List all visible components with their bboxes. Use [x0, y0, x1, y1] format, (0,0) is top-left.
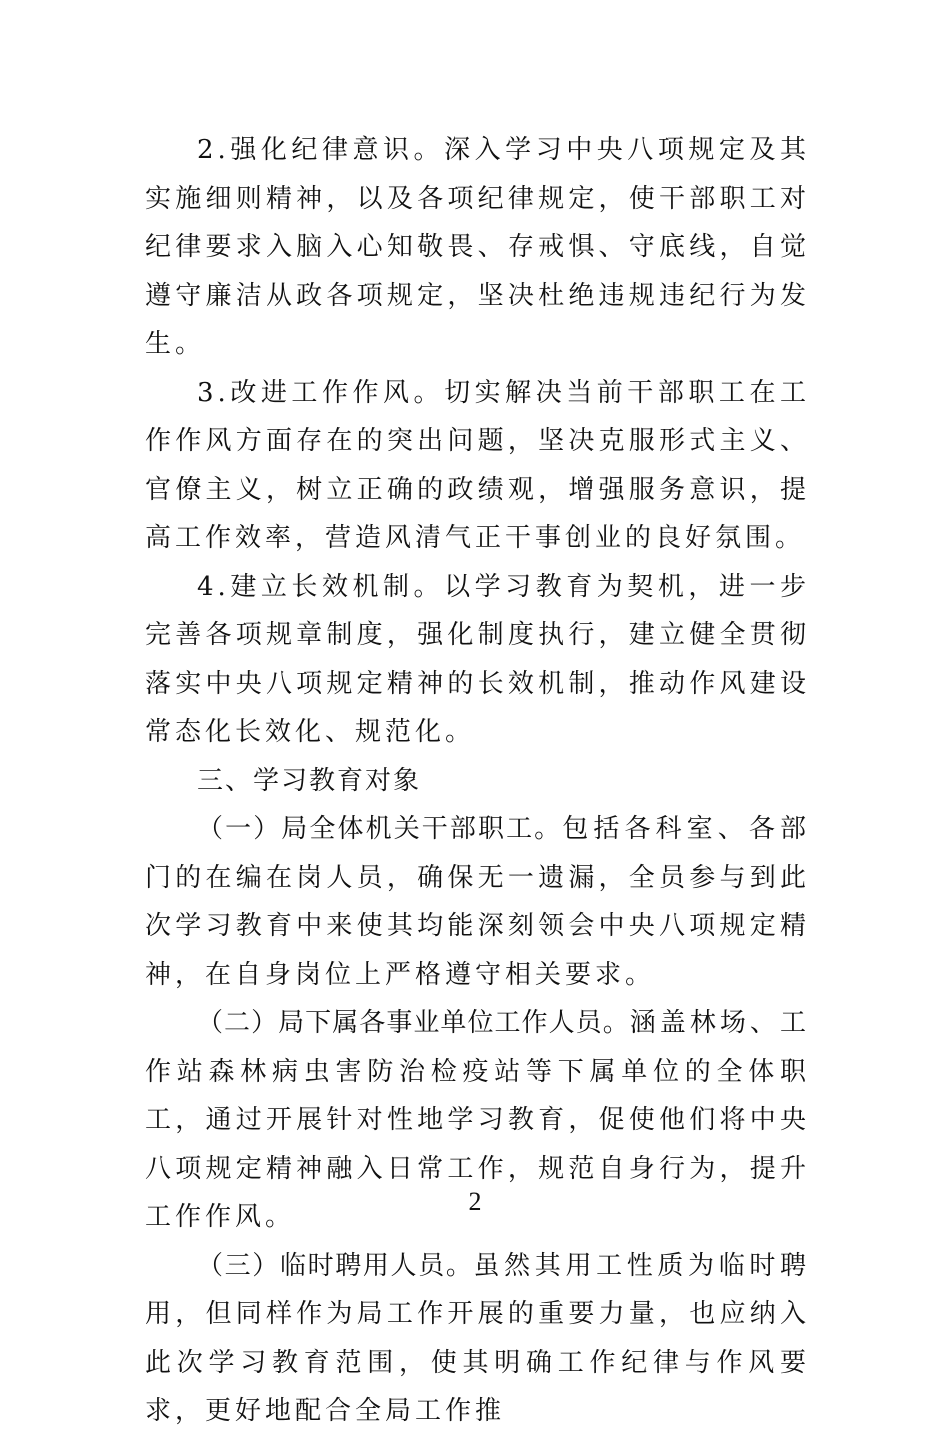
document-body	[145, 126, 810, 1436]
paragraph-long-term-mechanism	[145, 563, 810, 757]
paragraph-lead: 2.强化纪律意识。	[197, 135, 445, 165]
subsection-lead: （三）临时聘用人员。	[197, 1250, 474, 1281]
subsection-lead: （一）局全体机关干部职工。	[197, 814, 563, 844]
paragraph-lead: 3.改进工作作风。	[197, 377, 445, 408]
paragraph-body: 以学习教育为契机，进一步完善各项规章制度，强化制度执行，建立健全贯彻落实中央八项规定精神的长效机制，推动作风建设常态化长效化、规范化。	[145, 571, 810, 747]
subsection-body: 涵盖林场、工作站森林病虫害防治检疫站等下属单位的全体职工，通过开展针对性地学习教育，促使他们将中央八项规定精神融入日常工作，规范自身行为，提升工作作风。	[145, 1008, 810, 1232]
paragraph-lead: 4.建立长效机制。	[197, 571, 445, 602]
subsection-body: 虽然其用工性质为临时聘用，但同样作为局工作开展的重要力量，也应纳入此次学习教育范围，使其明确工作纪律与作风要求，更好地配合全局工作推	[145, 1250, 810, 1426]
page-number: 2	[468, 1187, 482, 1216]
subsection-body: 包括各科室、各部门的在编在岗人员，确保无一遗漏，全员参与到此次学习教育中来使其均能深刻领会中央八项规定精神，在自身岗位上严格遵守相关要求。	[145, 814, 810, 990]
subsection-temporary-staff	[145, 1242, 810, 1436]
section-heading: 三、学习教育对象	[197, 765, 422, 796]
subsection-lead: （二）局下属各事业单位工作人员。	[197, 1008, 630, 1038]
subsection-agency-staff	[145, 805, 810, 999]
paragraph-body: 深入学习中央八项规定及其实施细则精神，以及各项纪律规定，使干部职工对纪律要求入脑入心知敬畏、存戒惧、守底线，自觉遵守廉洁从政各项规定，坚决杜绝违规违纪行为发生。	[145, 135, 810, 359]
paragraph-body: 切实解决当前干部职工在工作作风方面存在的突出问题，坚决克服形式主义、官僚主义，树立正确的政绩观，增强服务意识，提高工作效率，营造风清气正干事创业的良好氛围。	[145, 377, 810, 553]
paragraph-improve-work-style	[145, 369, 810, 563]
paragraph-strengthen-discipline	[145, 126, 810, 369]
